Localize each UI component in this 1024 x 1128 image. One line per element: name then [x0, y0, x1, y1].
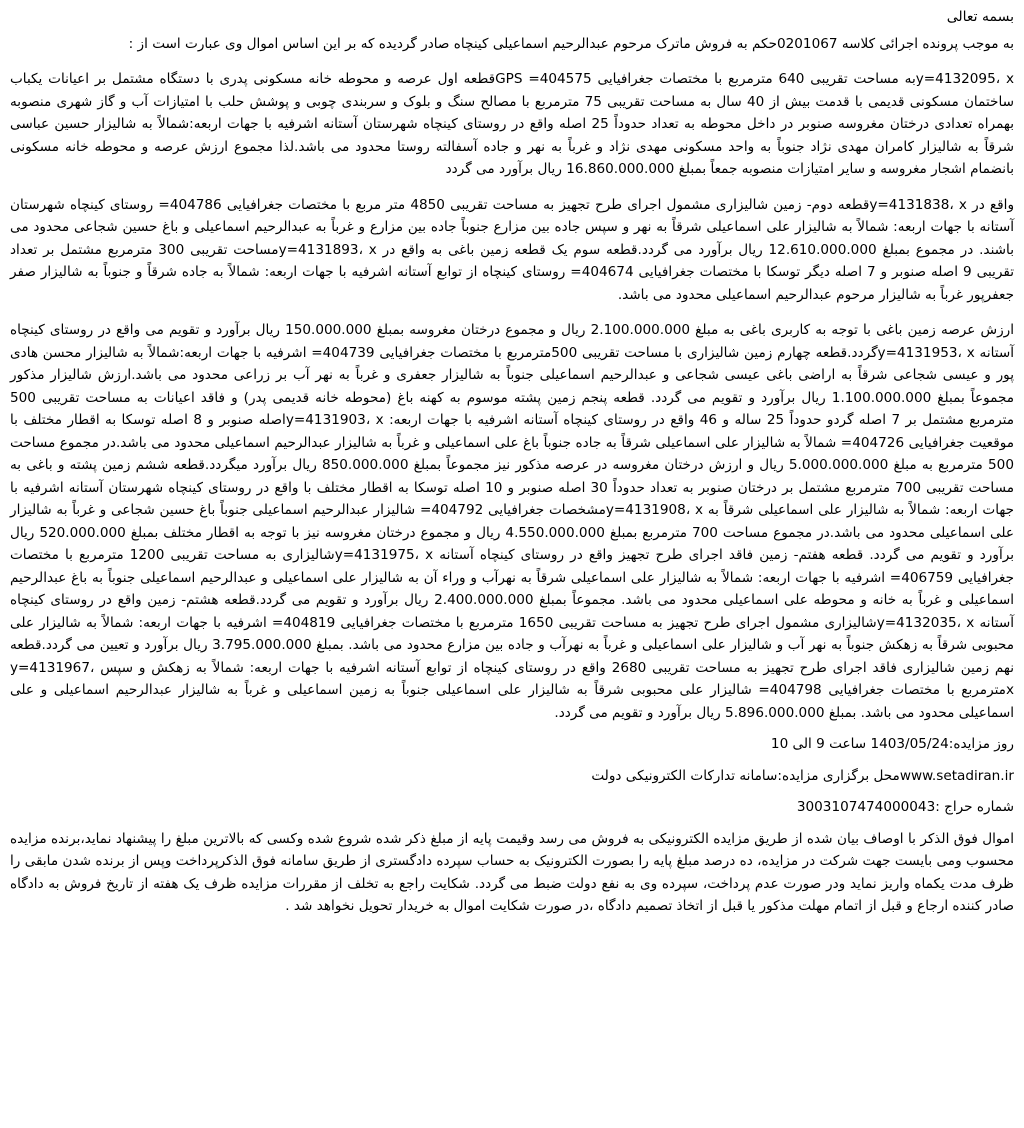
auction-number: شماره حراج :3003107474000043 [796, 799, 1014, 815]
auction-date: روز مزایده:1403/05/24 ساعت 9 الی 10 [770, 736, 1014, 752]
parcels-4-9-paragraph: ارزش عرصه زمین باغی با توجه به کاربری باغی به مبلغ 2.100.000.000 ریال و مجموع درختان مغروسه بمبلغ 150.000.000 ریال برآورد و تقویم می واقع در روستای کینچاه آستانه y=4131953، xگردد.قطعه چهارم زمین شالیزاری با مساحت تقریبی 500مترمربع با مختصات جغرافیایی 404739= اشرفیه با جهات اربعه:شمالاً به شالیزار محسن هادی پور و عیسی شجاعی شرقاً به اراضی باغی عیسی شجاعی و عبدالرحیم اسماعیلی جنوباً به شالیزار جعفری و غرباً به نهر آب بر زراعی محدود می باشد.ارزش شالیزار مذکور مجموعاً بمبلغ 1.100.000.000 ریال برآورد و تقویم می گردد. قطعه پنجم زمین پشته موسوم به کهنه باغ (محوطه خانه قدیمی پدر) و فاقد اعیانات به مساحت تقریبی 500 مترمربع مشتمل بر 7 اصله گردو حدوداً 25 ساله و 46 واقع در روستای کینچاه آستانه اشرفیه با جهات اربعه: y=4131903، xاصله صنوبر و 8 اصله توسکا به اقطار مختلف با موقعیت جغرافیایی 404726= شمالاً به شالیزار علی اسماعیلی شرقاً به جاده جنوباً باغ علی اسماعیلی و غرباً به شالیزار عبدالرحیم اسماعیلی محدود می باشد.در مجموع مساحت 500 مترمربع به مبلغ 5.000.000.000 ریال و ارزش درختان مغروسه در عرصه مذکور نیز مجموعاً بمبلغ 850.000.000 ریال برآورد میگردد.قطعه ششم زمین پشته و باغی به مساحت تقریبی 700 مترمربع مشتمل بر درختان صنوبر به تعداد حدوداً 30 اصله صنوبر و 10 اصله توسکا به اقطار مختلف با واقع در روستای کینچاه شهرستان آستانه اشرفیه با جهات اربعه: شمالاً به شالیزار علی اسماعیلی شرقاً به y=4131908، xمشخصات جغرافیایی 404792= شالیزار عبدالرحیم اسماعیلی جنوباً باغ حسین شجاعی و غرباً به شالیزار علی اسماعیلی محدود می باشد.در مجموع مساحت 700 مترمربع بمبلغ 4.550.000.000 ریال و مجموع درختان مغروسه نیز با توجه به اقطار مختلف بمبلغ 520.000.000 ریال برآورد و تقویم می گردد. قطعه هفتم- زمین فاقد اجرای طرح تجهیز واقع در روستای کینچاه آستانه y=4131975، xشالیزاری به مساحت تقریبی 1200 مترمربع با مختصات جغرافیایی 406759= اشرفیه با جهات اربعه: شمالاً به شالیزار علی اسماعیلی شرقاً به نهرآب و وراء آن به شالیزار علی اسماعیلی و عبدالرحیم اسماعیلی جنوباً به باغ عبدالرحیم اسماعیلی و غرباً به خانه و محوطه علی اسماعیلی محدود می باشد. مجموعاً بمبلغ 2.400.000.000 ریال برآورد و تقویم می گردد.قطعه هشتم- زمین واقع در روستای کینچاه آستانه y=4132035، xشالیزاری مشمول اجرای طرح تجهیز به مساحت تقریبی 1650 مترمربع با مختصات جغرافیایی 404819= اشرفیه با جهات اربعه: شمالاً به شالیزار علی محبوبی شرقاً به زهکش جنوباً به نهر آب و شالیزار علی اسماعیلی و غرباً به نهرآب و جاده بین مزارع محدود می باشد. بمبلغ 3.795.000.000 ریال برآورد و تعیین می گردد.قطعه نهم زمین شالیزاری فاقد اجرای طرح تجهیز به مساحت تقریبی 2680 واقع در روستای کینچاه از توابع آستانه اشرفیه با جهات اربعه: شمالاً به زهکش و سپس y=4131967، xمترمربع با مختصات جغرافیایی 404798= شالیزار علی محبوبی شرقاً به شالیزار علی اسماعیلی جنوباً به زمین اسماعیلی و غرباً به شالیزار عبدالرحیم اسماعیلی و علی اسماعیلی محدود می باشد. بمبلغ 5.896.000.000 ریال برآورد و تقویم می گردد. [10, 322, 1015, 721]
intro-paragraph: به موجب پرونده اجرائی کلاسه 0201067حکم به فروش ماترک مرحوم عبدالرحیم اسماعیلی کینچاه صادر گردیده که بر این اساس اموال وی عبارت است از : [128, 35, 1014, 52]
terms-paragraph: اموال فوق الذکر با اوصاف بیان شده از طریق مزایده الکترونیکی به فروش می رسد وقیمت پایه از مبلغ ذکر شده شروع شده وکسی که بالاترین مبلغ را پیشنهاد نماید،برنده مزایده محسوب ومی بایست جهت شرکت در مزایده، ده درصد مبلغ پایه را بصورت الکترونیک به حساب سپرده دادگستری از طریق سامانه فوق الذکرپرداخت وپس از برنده شدن مابقی را ظرف مدت یکماه واریز نماید ودر صورت عدم پرداخت، سپرده وی به نفع دولت ضبط می گردد. شکایت راجع به تخلف از مقررات مزایده ظرف یک هفته از تاریخ فروش به دادگاه صادر کننده ارجاع و قبل از اتمام مهلت مذکور یا قبل از اتخاذ تصمیم دادگاه ،در صورت شکایت اموال به خریدار تحویل نخواهد شد . [10, 830, 1014, 914]
auction-notice [10, 6, 1014, 918]
parcels-2-3-paragraph: واقع در y=4131838، xقطعه دوم- زمین شالیزاری مشمول اجرای طرح تجهیز به مساحت تقریبی 4850 متر مربع با مختصات جغرافیایی 404786= روستای کینچاه شهرستان آستانه با جهات اربعه: شمالاً به شالیزار علی اسماعیلی شرقاً به نهر و سپس جاده بین مزارع جنوباً جاده بین مزارع و غرباً به عبدالرحیم اسماعیلی و باغ حسین شجاعی محدود می باشند. در مجموع بمبلغ 12.610.000.000 ریال برآورد می گردد.قطعه سوم یک قطعه زمین باغی به واقع در y=4131893، xمساحت تقریبی 300 مترمربع مشتمل بر تعداد تقریبی 9 اصله صنوبر و 7 اصله دیگر توسکا با مختصات جغرافیایی 404674= روستای کینچاه از توابع آستانه اشرفیه با جهات اربعه: شمالاً به جاده شرقاً و جنوباً به شالیزار صفر جعفرپور غرباً به شالیزار مرحوم عبدالرحیم اسماعیلی محدود می باشد. [10, 196, 1015, 303]
auction-venue: www.setadiran.irمحل برگزاری مزایده:سامانه تدارکات الکترونیکی دولت [591, 767, 1014, 784]
parcel-1-paragraph: y=4132095، xبه مساحت تقریبی 640 مترمربع با مختصات جغرافیایی GPS =404575قطعه اول عرصه و محوطه خانه مسکونی پدری با دستگاه مشتمل بر اعیانات یکباب ساختمان مسکونی قدیمی با قدمت بیش از 40 سال به مساحت تقریبی 75 مترمربع با مصالح سنگ و بلوک و سربندی چوبی و پوشش حلب با امتیازات آب و گاز شهری منصوبه بهمراه تعدادی درختان مغروسه صنوبر در داخل محوطه به تعداد حدوداً 25 اصله واقع در روستای کینچاه شهرستان آستانه اشرفیه با جهات اربعه:شمالاً به شالیزار حسین عباسی شرقاً به شالیزار کامران مهدی نژاد جنوباً به واحد مسکونی مهدی نژاد و غرباً به نهر و جاده آسفالته روستا محدود می باشد.لذا مجموع ارزش عرصه و محوطه خانه مسکونی بانضمام اشجار مغروسه و سایر امتیازات منصوبه جمعاً بمبلغ 16.860.000.000 ریال برآورد می گردد [10, 71, 1015, 177]
heading: بسمه تعالی [946, 9, 1014, 25]
